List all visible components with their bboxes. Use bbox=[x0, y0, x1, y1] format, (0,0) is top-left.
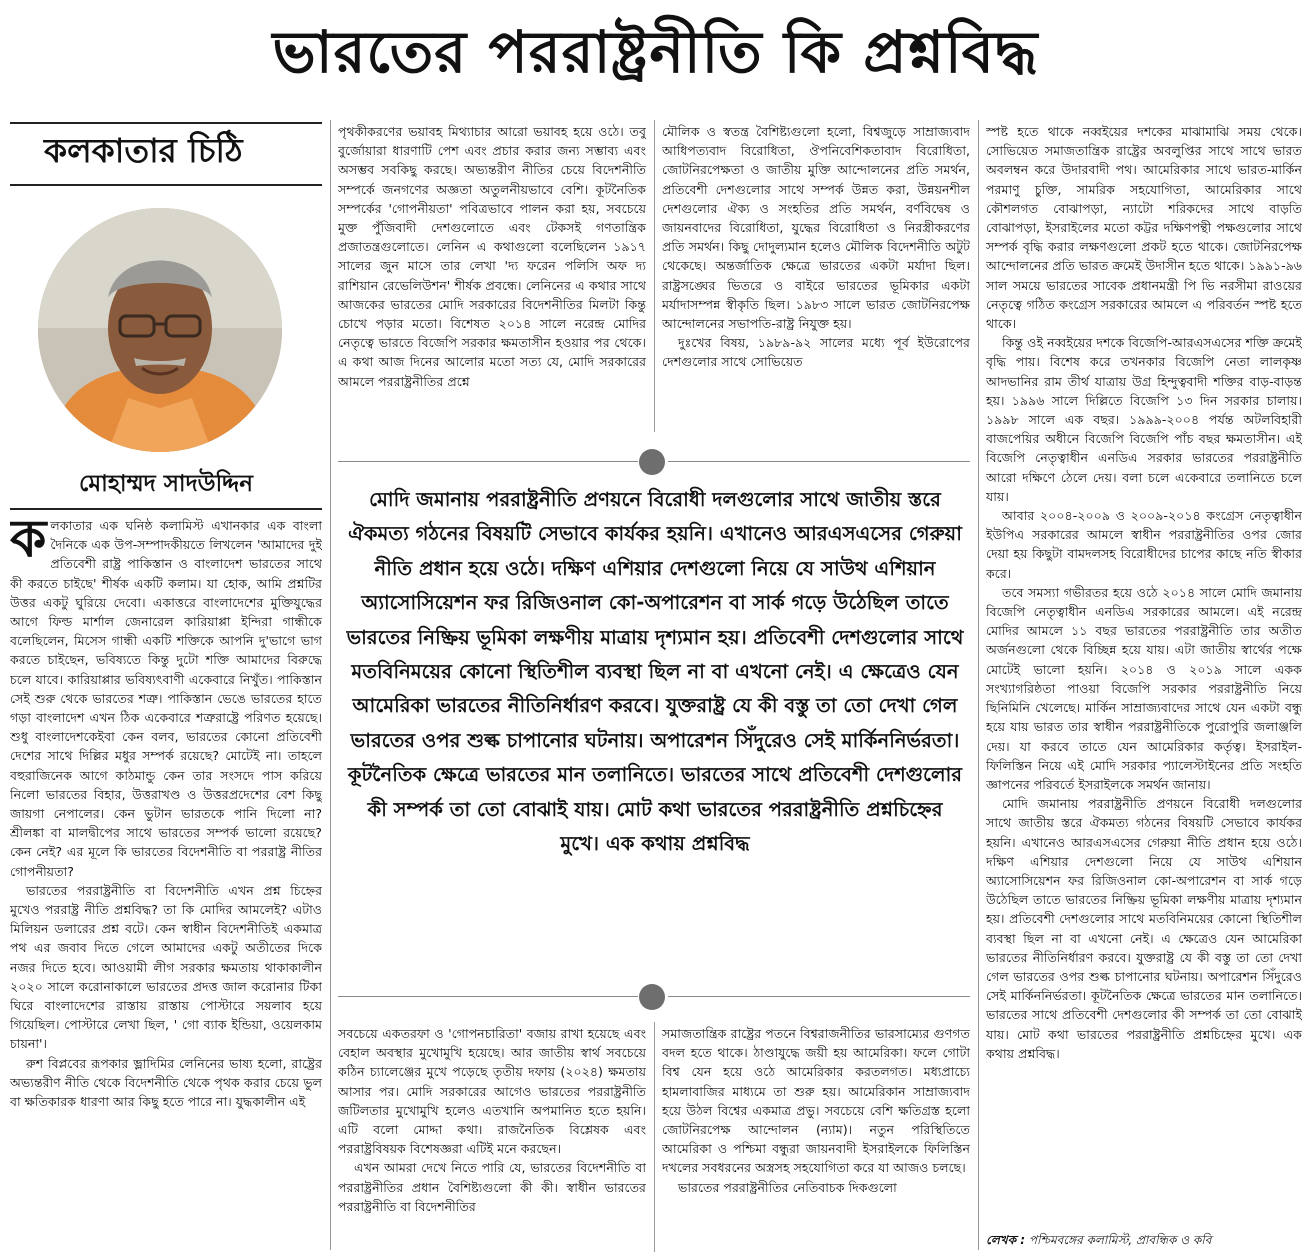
author-photo bbox=[38, 208, 282, 452]
paragraph bbox=[10, 516, 322, 881]
paragraph: সমাজতান্ত্রিক রাষ্ট্রের পতনে বিশ্বরাজনীতির ভারসাম্যের গুণগত বদল হতে থাকে। ঠাণ্ডাযুদ্ধে জয়ী হয় আমেরিকা। ফলে গোটা বিশ্ব যেন হয়ে ওঠে আমেরিকার করতলগত। মধ্যপ্রাচ্যে হামলাবাজির মাধ্যমে তা শুরু হয়। আমেরিকান সাম্রাজ্যবাদ হয়ে উঠল বিশ্বের একমাত্র প্রভু। সবচেয়ে বেশি ক্ষতিগ্রস্ত হলো জোটনিরপেক্ষ আন্দোলন (ন্যাম)। নতুন পরিস্থিতিতে আমেরিকা ও পশ্চিমা বন্ধুরা জায়নবাদী ইসরাইলকে ফিলিস্তিন দখলের সবধরনের অস্ত্রসহ সহযোগিতা করে যা আজও চলছে। bbox=[662, 1026, 970, 1176]
column-4-body bbox=[986, 122, 1302, 1228]
paragraph: স্পষ্ট হতে থাকে নব্বইয়ের দশকের মাঝামাঝি সময় থেকে। সোভিয়েত সমাজতান্ত্রিক রাষ্ট্রের অবলুপ্তির সাথে সাথে ভারত অবলম্বন করে উদারবাদী পথ। আমেরিকার সাথে ভারত-মার্কিন পরমাণু চুক্তি, সামরিক সহযোগিতা, আমেরিকার সাথে কৌশলগত বোঝাপড়া, ন্যাটো শরিকদের সাথে বাড়তি বোঝাপড়া, ইসরাইলের মতো কট্টর দক্ষিণপন্থী পক্ষগুলোর সাথে সম্পর্ক বৃদ্ধি করার লক্ষণগুলো প্রকট হতে থাকে। জোটনিরপেক্ষ আন্দোলনের প্রতি ভারত ক্রমেই উদাসীন হতে থাকে। ১৯৯১-৯৬ সাল সময়ে ভারতের সাবেক প্রধানমন্ত্রী পি ভি নরসীমা রাওয়ের নেতৃত্বে গঠিত কংগ্রেস সরকারের আমলে এ পরিবর্তন স্পষ্ট হতে থাকে। bbox=[986, 124, 1302, 332]
column-3-top bbox=[662, 122, 970, 432]
pullquote-bottom-dot-icon bbox=[639, 984, 665, 1010]
pullquote-top-rule-right bbox=[668, 461, 970, 462]
paragraph: ভারতের পররাষ্ট্রনীতির নেতিবাচক দিকগুলো bbox=[678, 1179, 897, 1195]
pullquote-top-dot-icon bbox=[639, 449, 665, 475]
byline-label: লেখক : bbox=[986, 1233, 1026, 1247]
author-bottom-rule bbox=[10, 508, 322, 510]
paragraph: আবার ২০০৪-২০০৯ ও ২০০৯-২০১৪ কংগ্রেস নেতৃত্বাধীন ইউপিএ সরকারের আমলে স্বাধীন পররাষ্ট্রনীতির ওপর জোর দেয়া হয় কিছুটা বামদলসহ বিরোধীদের চাপের কাছে নতি স্বীকার করে। bbox=[986, 508, 1302, 581]
pullquote-top-rule-left bbox=[338, 461, 638, 462]
byline-text: পশ্চিমবঙ্গের কলামিস্ট, প্রাবন্ধিক ও কবি bbox=[1028, 1233, 1212, 1247]
paragraph: পৃথকীকরণের ভয়াবহ মিথ্যাচার আরো ভয়াবহ হয়ে ওঠে। তবু বুর্জোয়ারা ধারণাটি পেশ এবং প্রচার করার জন্য সম্ভাব্য এবং অসম্ভব সবকিছু করছে। অভ্যন্তরীণ নীতির চেয়ে বিদেশনীতি সম্পর্কে জনগণের অজ্ঞতা অতুলনীয়ভাবে বেশি। কূটনৈতিক সম্পর্কের 'গোপনীয়তা' পবিত্রভাবে পালন করা হয়, সবচেয়ে মুক্ত পুঁজিবাদী দেশগুলোতে এবং টেকসই গণতান্ত্রিক প্রজাতন্ত্রগুলোতে। লেনিন এ কথাগুলো বলেছিলেন ১৯১৭ সালের জুন মাসে তার লেখা 'দ্য ফরেন পলিসি অফ দ্য রাশিয়ান রেভেলিউশন' শীর্ষক প্রবন্ধে। লেনিনের এ কথার সাথে আজকের ভারতের মোদি সরকারের বিদেশনীতির মিলটা কিন্তু চোখে পড়ার মতো। বিশেষত ২০১৪ সালে নরেন্দ্র মোদির নেতৃত্বে ভারতে বিজেপি সরকার ক্ষমতাসীন হওয়ার পর থেকে। এ কথা আজ দিনের আলোর মতো সত্য যে, মোদি সরকারের আমলে পররাষ্ট্রনীতির প্রশ্নে bbox=[338, 124, 646, 389]
paragraph: তবে সমস্যা গভীরতর হয়ে ওঠে ২০১৪ সালে মোদি জমানায় বিজেপি নেতৃত্বাধীন এনডিএ সরকারের আমলে। এই নরেন্দ্র মোদির আমলে ১১ বছর ভারতের পররাষ্ট্রনীতি তার অতীত অর্জনগুলো থেকে বিচ্ছিন্ন হয়ে যায়। এটা জাতীয় স্বার্থের পক্ষে মোটেই ভালো হয়নি। ২০১৪ ও ২০১৯ সালে একক সংখ্যাগরিষ্ঠতা পাওয়া বিজেপি সরকার পররাষ্ট্রনীতি নিয়ে ছিনিমিনি খেলেছে। মার্কিন সাম্রাজ্যবাদের সাথে যেন একটা বন্ধু হয়ে যায় ভারত তার স্বাধীন পররাষ্ট্রনীতিকে পুরোপুরি জলাঞ্জলি দেয়। যা করবে তাতে যেন আমেরিকার কর্তৃত্ব। ইসরাইল-ফিলিস্তিন নিয়ে এই মোদি সরকার প্যালেস্টাইনের প্রতি সংহতি জ্ঞাপনের পরিবর্তে ইসরাইলকে সমর্থন জানায়। bbox=[986, 584, 1302, 792]
author-portrait-image bbox=[38, 208, 282, 452]
paragraph: রুশ বিপ্লবের রূপকার ভ্লাদিমির লেনিনের ভাষ্য হলো, রাষ্ট্রের অভ্যন্তরীণ নীতি থেকে বিদেশনীতি থেকে পৃথক করার চেয়ে ভুল বা ক্ষতিকারক ধারণা আর কিছু হতে পারে না। যুদ্ধকালীন এই bbox=[10, 1055, 322, 1110]
paragraph: কিন্তু ওই নব্বইয়ের দশকে বিজেপি-আরএসএসের শক্তি ক্রমেই বৃদ্ধি পায়। বিশেষ করে তখনকার বিজেপি নেতা লালকৃষ্ণ আদভানির রাম তীর্থ যাত্রায় উগ্র হিন্দুত্ববাদী শক্তির বাড়-বাড়ন্ত হয়। ১৯৯৬ সালে দিল্লিতে বিজেপি ১৩ দিন সরকার চালায়। ১৯৯৮ সালে এক বছর। ১৯৯৯-২০০৪ পর্যন্ত অটলবিহারী বাজপেয়ির অধীনে বিজেপি বিজেপি পাঁচ বছর ক্ষমতাসীন। এই বিজেপি নেতৃত্বাধীন এনডিএ সরকার ভারতের পররাষ্ট্রনীতি আরো দক্ষিণে ঠেলে দেয়। বলা চলে একেবারে তলানিতে চলে যায়। bbox=[986, 335, 1302, 504]
headline: ভারতের পররাষ্ট্রনীতি কি প্রশ্নবিদ্ধ bbox=[272, 18, 1039, 86]
column-1-body bbox=[10, 516, 322, 1252]
pullquote: মোদি জমানায় পররাষ্ট্রনীতি প্রণয়নে বিরোধী দলগুলোর সাথে জাতীয় স্তরে ঐকমত্য গঠনের বিষয়টি সেভাবে কার্যকর হয়নি। এখানেও আরএসএসের গেরুয়া নীতি প্রধান হয়ে ওঠে। দক্ষিণ এশিয়ার দেশগুলো নিয়ে যে সাউথ এশিয়ান অ্যাসোসিয়েশন ফর রিজিওনাল কো-অপারেশন বা সার্ক গড়ে উঠেছিল তাতে ভারতের নিষ্ক্রিয় ভূমিকা লক্ষণীয় মাত্রায় দৃশ্যমান হয়। প্রতিবেশী দেশগুলোর সাথে মতবিনিময়ের কোনো স্থিতিশীল ব্যবস্থা ছিল না বা এখনো নেই। এ ক্ষেত্রেও যেন আমেরিকা ভারতের নীতিনির্ধারণ করবে। যুক্তরাষ্ট্র যে কী বস্তু তা তো দেখা গেল ভারতের ওপর শুল্ক চাপানোর ঘটনায়। অপারেশন সিঁদুরেও সেই মার্কিননির্ভরতা। কূটনৈতিক ক্ষেত্রে ভারতের মান তলানিতে। ভারতের সাথে প্রতিবেশী দেশগুলোর কী সম্পর্ক তা তো বোঝাই যায়। মোট কথা ভারতের পররাষ্ট্রনীতি প্রশ্নচিহ্নের মুখে। এক কথায় প্রশ্নবিদ্ধ bbox=[346, 488, 964, 856]
pullquote-bottom-rule-left bbox=[338, 996, 638, 997]
byline bbox=[986, 1230, 1302, 1252]
column-separator bbox=[978, 120, 979, 1250]
paragraph: সবচেয়ে একতরফা ও 'গোপনচারিতা' বজায় রাখা হয়েছে এবং বেহাল অবস্থার মুখোমুখি হয়েছে। আর জাতীয় স্বার্থ সবচেয়ে কঠিন চ্যালেঞ্জের মুখে পড়েছে তৃতীয় দফায় (২০২৪) ক্ষমতায় আসার পর। মোদি সরকারের আগেও ভারতের পররাষ্ট্রনীতি জটিলতার মুখোমুখি হলেও এতখানি অপমানিত হতে হয়নি। এটি বলো মোদ্দা কথা। রাজনৈতিক বিশ্লেষক এবং পররাষ্ট্রবিষয়ক বিশেষজ্ঞরা এটিই মনে করছেন। bbox=[338, 1026, 646, 1157]
paragraph: দুঃখের বিষয়, ১৯৮৯-৯২ সালের মধ্যে পূর্ব ইউরোপের দেশগুলোর সাথে সোভিয়েত bbox=[662, 335, 970, 370]
column-separator bbox=[654, 120, 655, 432]
column-3-bottom bbox=[662, 1024, 970, 1252]
column-label-bottom-rule bbox=[10, 184, 322, 186]
drop-cap: ক bbox=[10, 516, 47, 569]
pullquote-bottom-rule-right bbox=[668, 996, 970, 997]
paragraph: ভারতের পররাষ্ট্রনীতি বা বিদেশনীতি এখন প্রশ্ন চিহ্নের মুখেও পররাষ্ট্র নীতি প্রশ্নবিদ্ধ? তা কি মোদির আমলেই? এটাও মিলিয়ন ডলারের প্রশ্ন বটে। কেন স্বাধীন বিদেশনীতিই একমাত্র পথ এর জবাব দিতে গেলে আমাদের একটু অতীতের দিকে নজর দিতে হবে। আওয়ামী লীগ সরকার ক্ষমতায় থাকাকালীন ২০২০ সালে করোনাকালে ভারতের প্রদত্ত জাল করোনার টিকা ঘিরে বাংলাদেশের রাস্তায় রাস্তায় পোস্টারে সয়লাব হয়ে গিয়েছিল। পোস্টারে লেখা ছিল, ' গো ব্যাক ইন্ডিয়া, ওয়েলকাম চায়না'। bbox=[10, 882, 322, 1052]
paragraph-text: লকাতার এক ঘনিষ্ঠ কলামিস্ট এখানকার এক বাংলা দৈনিকে এক উপ-সম্পাদকীয়তে লিখলেন 'আমাদের দুই প্রতিবেশী রাষ্ট্র পাকিস্তান ও বাংলাদেশ ভারতের সাথে কী করতে চাইছে' শীর্ষক একটি কলাম। যা হোক, আমি প্রশ্নটির উত্তর একটু ঘুরিয়ে দেবো। একাত্তরে বাংলাদেশের মুক্তিযুদ্ধের আগে ফিল্ড মার্শাল জেনারেল কারিয়াপ্পা ইন্দিরা গান্ধীকে বলেছিলেন, মিসেস গান্ধী একটি শক্তিকে আপনি দু'ভাগে ভাগ করতে চাইছেন, ভবিষ্যতে কিন্তু দুটো শক্তি আমাদের বিরুদ্ধে চলে যাবে। কারিয়াপ্পার ভবিষ্যৎবাণী একেবারে নিখুঁত। পাকিস্তান সেই শুরু থেকে ভারতের শত্রু। পাকিস্তান ভেঙে ভারতের হাতে গড়া বাংলাদেশ এখন ঠিক একেবারে শত্রুরাষ্ট্রে পরিণত হয়েছে। শুধু বাংলাদেশকেইবা কেন বলব, ভারতের কোনো প্রতিবেশী দেশের সাথে দিল্লির মধুর সম্পর্ক রয়েছে? মোটেই না। তাহলে বহুরাজিনেক আগে কাঠমান্ডু কেন তার সংসদে পাস করিয়ে নিলো ভারতের বিহার, উত্তরাখণ্ড ও উত্তরপ্রদেশের বেশ কিছু জায়গা নেপালের। কেন ভুটান ভারতকে পানি দিলো না? শ্রীলঙ্কা বা মালদ্বীপের সাথে ভারতের সম্পর্ক ভালো রয়েছে? কেন নেই? এর মূলে কি ভারতের বিদেশনীতি বা পররাষ্ট্র নীতির গোপনীয়তা? bbox=[10, 518, 322, 879]
paragraph: মোদি জমানায় পররাষ্ট্রনীতি প্রণয়নে বিরোধী দলগুলোর সাথে জাতীয় স্তরে ঐকমত্য গঠনের বিষয়টি সেভাবে কার্যকর হয়নি। এখানেও আরএসএসের গেরুয়া নীতি প্রধান হয়ে ওঠে। দক্ষিণ এশিয়ার দেশগুলো নিয়ে যে সাউথ এশিয়ান অ্যাসোসিয়েশন ফর রিজিওনাল কো-অপারেশন বা সার্ক গড়ে উঠেছিল তাতে ভারতের নিষ্ক্রিয় ভূমিকা লক্ষণীয় মাত্রায় দৃশ্যমান হয়। প্রতিবেশী দেশগুলোর সাথে মতবিনিময়ের কোনো স্থিতিশীল ব্যবস্থা ছিল না বা এখনো নেই। এ ক্ষেত্রেও যেন আমেরিকা ভারতের নীতিনির্ধারণ করবে। যুক্তরাষ্ট্র যে কী বস্তু তা তো দেখা গেল ভারতের ওপর শুল্ক চাপানোর ঘটনায়। অপারেশন সিঁদুরেও সেই মার্কিননির্ভরতা। কূটনৈতিক ক্ষেত্রে ভারতের মান তলানিতে। ভারতের সাথে প্রতিবেশী দেশগুলোর কী সম্পর্ক তা তো বোঝাই যায়। মোট কথা ভারতের পররাষ্ট্রনীতি প্রশ্নচিহ্নের মুখে। এক কথায় প্রশ্নবিদ্ধ। bbox=[986, 796, 1302, 1061]
paragraph: মৌলিক ও স্বতন্ত্র বৈশিষ্ট্যগুলো হলো, বিশ্বজুড়ে সাম্রাজ্যবাদ আধিপত্যবাদ বিরোধিতা, ঔপনিবেশিকতাবাদ বিরোধিতা, জোটনিরপেক্ষতা ও জাতীয় মুক্তি আন্দোলনের প্রতি সমর্থন, প্রতিবেশী দেশগুলোর সাথে সম্পর্ক উন্নত করা, উন্নয়নশীল দেশগুলোর ঐক্য ও সংহতির প্রতি সমর্থন, বর্ণবিদ্বেষ ও জায়নবাদের বিরোধিতা, যুদ্ধের বিরোধিতা ও নিরস্ত্রীকরণের প্রতি সমর্থন। কিছু দোদুল্যমান হলেও মৌলিক বিদেশনীতি অটুট থেকেছে। অন্তর্জাতিক ক্ষেত্রে ভারতের একটা মর্যাদা ছিল। রাষ্ট্রসঙ্ঘের ভিতরে ও বাইরে ভারতের ভূমিকার একটা মর্যাদাসম্পন্ন স্বীকৃতি ছিল। ১৯৮৩ সালে ভারত জোটনিরপেক্ষ আন্দোলনের সভাপতি-রাষ্ট্র নিযুক্ত হয়। bbox=[662, 124, 970, 332]
column-label: কলকাতার চিঠি bbox=[44, 131, 243, 170]
column-separator bbox=[330, 120, 331, 1250]
author-name: মোহাম্মদ সাদউদ্দিন bbox=[79, 471, 253, 497]
paragraph: এখন আমরা দেখে নিতে পারি যে, ভারতের বিদেশনীতি বা পররাষ্ট্রনীতির প্রধান বৈশিষ্ট্যগুলো কী কী। স্বাধীন ভারতের পররাষ্ট্রনীতি বা বিদেশনীতির bbox=[338, 1160, 646, 1214]
column-2-bottom bbox=[338, 1024, 646, 1252]
column-separator bbox=[654, 1022, 655, 1252]
column-2-top bbox=[338, 122, 646, 432]
